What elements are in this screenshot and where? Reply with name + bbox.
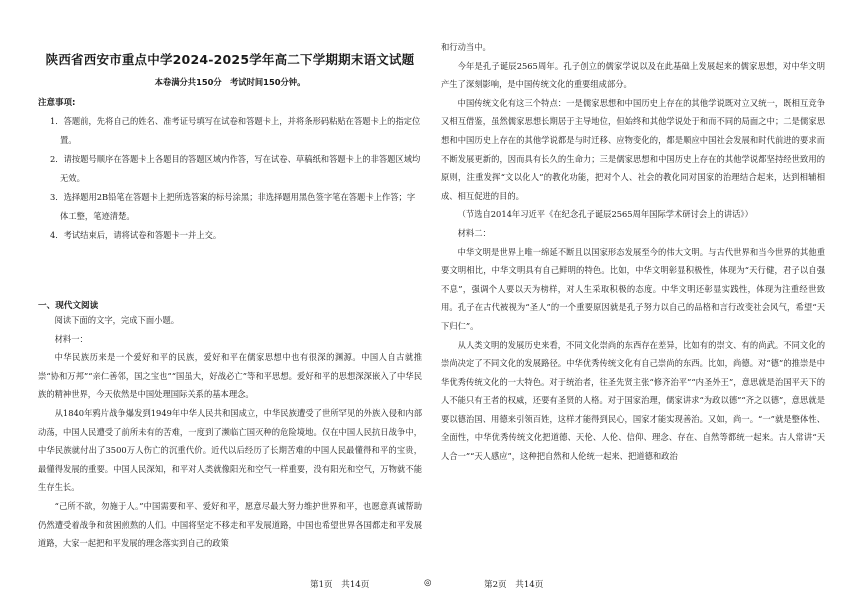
passage-paragraph: 从1840年鸦片战争爆发到1949年中华人民共和国成立，中华民族遭受了世所罕见的外族入侵和内部动荡，中国人民遭受了前所未有的苦难，一度到了濒临亡国灭种的危险境地。仅在中国人民抗日战争中，中华民族就付出了3500万人伤亡的沉重代价。近代以后经历了长期苦难的中国人民最懂得和平的宝贵，最懂得发展的重要。中国人民深知，和平对人类就像阳光和空气一样重要，没有阳光和空气，万物就不能生存生长。 <box>38 407 422 493</box>
notice-heading: 注意事项: <box>38 98 76 108</box>
passage-paragraph: 从人类文明的发展历史来看，不同文化崇尚的东西存在差异，比如有的崇文、有的尚武。不同文化的崇尚决定了不同文化的发展路径。中华优秀传统文化有自己崇尚的东西。比如，尚德。对“德”的推崇是中华优秀传统文化的一大特色。对于统治者，往圣先贤主张“修齐治平”“内圣外王”，意思就是治国平天下的人不能只有王者的权威，还要有圣贤的人格。对于国家治理，儒家讲求“为政以德”“齐之以德”，意思就是要以德治国、用德来引领百姓，这样才能得到民心，国家才能实现善治。又如，尚一。“一”就是整体性、全面性，中华优秀传统文化把道德、天伦、人伦、信仰、理念、存在、自然等都统一起来。古人常讲“天人合一”“天人感应”，这种把自然和人伦统一起来、把道德和政治 <box>441 339 825 462</box>
notice-item: 2．请按题号顺序在答题卡上各题目的答题区域内作答，写在试卷、草稿纸和答题卡上的非答题区域均无效。 <box>50 154 421 183</box>
source-note: （节选自2014年习近平《在纪念孔子诞辰2565周年国际学术研讨会上的讲话》） <box>457 209 753 220</box>
page-number-right: 第2页 共14页 <box>484 580 544 590</box>
passage-paragraph: 今年是孔子诞辰2565周年。孔子创立的儒家学说以及在此基础上发展起来的儒家思想，对中华文明产生了深刻影响，是中国传统文化的重要组成部分。 <box>441 60 825 90</box>
reading-instruction: 阅读下面的文字，完成下面小题。 <box>54 315 180 325</box>
section-heading: 一、现代文阅读 <box>38 301 99 311</box>
material-two-label: 材料二： <box>457 227 491 238</box>
notice-item: 1．答题前，先将自己的姓名、准考证号填写在试卷和答题卡上，并将条形码粘贴在答题卡上的指定位置。 <box>50 116 421 145</box>
passage-paragraph: 中华民族历来是一个爱好和平的民族，爱好和平在儒家思想中也有很深的渊源。中国人自古就推崇“协和万邦”“亲仁善邻，国之宝也”“国虽大，好战必亡”等和平思想。爱好和平的思想深深嵌入了中华民族的精神世界，今天依然是中国处理国际关系的基本理念。 <box>38 352 422 400</box>
notice-item: 3．选择题用2B铅笔在答题卡上把所选答案的标号涂黑；非选择题用黑色签字笔在答题卡上作答；字体工整，笔迹清楚。 <box>50 192 416 221</box>
notice-list <box>38 112 422 245</box>
passage-paragraph: 中国传统文化有这三个特点：一是儒家思想和中国历史上存在的其他学说既对立又统一，既相互竞争又相互借鉴，虽然儒家思想长期居于主导地位，但始终和其他学说处于和而不同的局面之中；二是儒家思想和中国历史上存在的其他学说都是与时迁移、应物变化的，都是顺应中国社会发展和时代前进的要求而不断发展更新的，因而具有长久的生命力；三是儒家思想和中国历史上存在的其他学说都坚持经世致用的原则，注重发挥“文以化人”的教化功能，把对个人、社会的教化同对国家的治理结合起来，达到相辅相成、相互促进的目的。 <box>441 97 825 201</box>
passage-continuation: 和行动当中。 <box>441 42 491 52</box>
material-one-label: 材料一： <box>54 333 88 344</box>
right-page <box>441 0 825 466</box>
exam-title: 陕西省西安市重点中学2024-2025学年高二下学期期末语文试题 <box>45 52 415 67</box>
passage-paragraph: “己所不欲，勿施于人。”中国需要和平、爱好和平，愿意尽最大努力维护世界和平，也愿意真诚帮助仍然遭受着战争和贫困煎熬的人们。中国将坚定不移走和平发展道路，中国也希望世界各国都走和平发展道路，大家一起把和平发展的理念落实到自己的政策 <box>38 500 422 549</box>
footer-separator: ◎ <box>424 578 432 588</box>
left-page <box>38 0 422 553</box>
notice-item: 4．考试结束后，请将试卷和答题卡一并上交。 <box>50 230 222 240</box>
exam-subtitle: 本卷满分共150分 考试时间150分钟。 <box>154 77 306 87</box>
page-number-left: 第1页 共14页 <box>310 580 370 590</box>
passage-paragraph: 中华文明是世界上唯一绵延不断且以国家形态发展至今的伟大文明。与古代世界和当今世界的其他重要文明相比，中华文明具有自己鲜明的特色。比如，中华文明彰显积极性，体现为“天行健，君子以自强不息”，强调个人要以天为榜样，对人生采取积极的态度。中华文明还彰显实践性，体现为注重经世致用。孔子在古代被视为“圣人”的一个重要原因就是孔子努力以自己的品格和言行改变社会风气，希望“天下归仁”。 <box>441 246 825 331</box>
